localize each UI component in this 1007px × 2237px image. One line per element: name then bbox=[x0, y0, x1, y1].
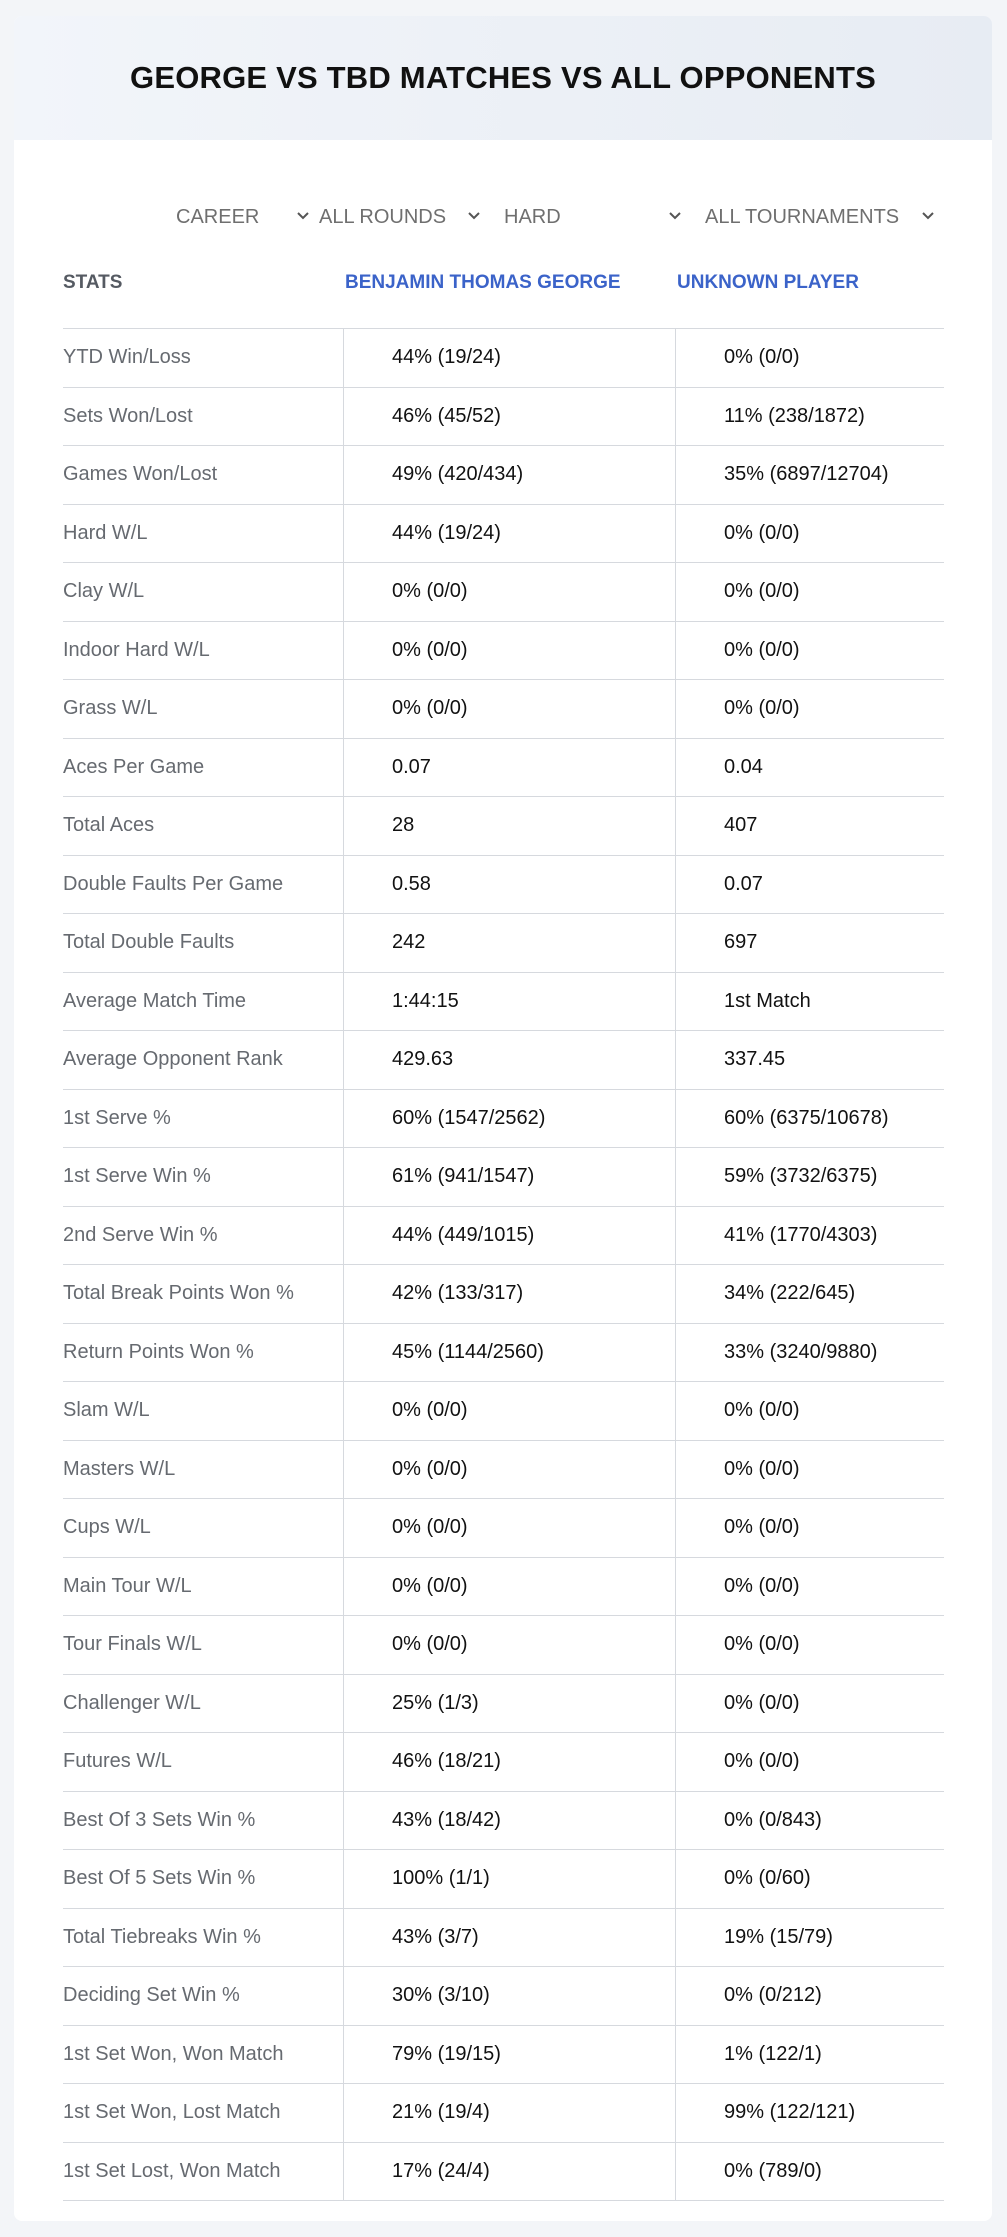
player2-value: 35% (6897/12704) bbox=[675, 446, 944, 504]
player1-value: 242 bbox=[343, 914, 675, 972]
player2-value: 697 bbox=[675, 914, 944, 972]
table-row bbox=[63, 329, 944, 388]
table-row bbox=[63, 1265, 944, 1324]
stat-label: Total Tiebreaks Win % bbox=[63, 1925, 261, 1948]
stat-label: Aces Per Game bbox=[63, 755, 205, 778]
table-row bbox=[63, 505, 944, 564]
table-row bbox=[63, 680, 944, 739]
player2-value: 0% (0/0) bbox=[675, 1733, 944, 1791]
player1-value: 28 bbox=[343, 797, 675, 855]
player1-value: 21% (19/4) bbox=[343, 2084, 675, 2142]
player1-value: 0% (0/0) bbox=[343, 1441, 675, 1499]
stat-label: Average Match Time bbox=[63, 989, 247, 1012]
stat-label: Games Won/Lost bbox=[63, 463, 218, 486]
player1-value: 42% (133/317) bbox=[343, 1265, 675, 1323]
player1-value: 0% (0/0) bbox=[343, 680, 675, 738]
player1-value: 46% (18/21) bbox=[343, 1733, 675, 1791]
stat-label: YTD Win/Loss bbox=[63, 346, 191, 369]
player2-value: 41% (1770/4303) bbox=[675, 1207, 944, 1265]
player2-value: 0% (0/0) bbox=[675, 1382, 944, 1440]
stat-label: 1st Set Won, Lost Match bbox=[63, 2101, 281, 2124]
stat-label: Best Of 3 Sets Win % bbox=[63, 1808, 256, 1831]
table-header bbox=[63, 252, 944, 329]
player2-value: 1st Match bbox=[675, 973, 944, 1031]
player1-value: 46% (45/52) bbox=[343, 388, 675, 446]
player2-value: 59% (3732/6375) bbox=[675, 1148, 944, 1206]
stat-label: 1st Serve % bbox=[63, 1106, 171, 1129]
chevron-down-icon bbox=[919, 207, 937, 225]
table-row bbox=[63, 2084, 944, 2143]
table-row bbox=[63, 1733, 944, 1792]
player2-value: 34% (222/645) bbox=[675, 1265, 944, 1323]
player1-value: 100% (1/1) bbox=[343, 1850, 675, 1908]
page-title: GEORGE VS TBD MATCHES VS ALL OPPONENTS bbox=[130, 60, 876, 95]
stat-label: Best Of 5 Sets Win % bbox=[63, 1867, 256, 1890]
table-row bbox=[63, 622, 944, 681]
player1-value: 44% (19/24) bbox=[343, 505, 675, 563]
player2-value: 99% (122/121) bbox=[675, 2084, 944, 2142]
stat-label: Indoor Hard W/L bbox=[63, 638, 210, 661]
player1-value: 0% (0/0) bbox=[343, 622, 675, 680]
stat-label: Hard W/L bbox=[63, 521, 148, 544]
player2-value: 0% (0/0) bbox=[675, 1675, 944, 1733]
table-row bbox=[63, 1675, 944, 1734]
stat-label: 1st Set Lost, Won Match bbox=[63, 2159, 281, 2182]
player2-value: 19% (15/79) bbox=[675, 1909, 944, 1967]
player1-value: 0% (0/0) bbox=[343, 1616, 675, 1674]
stat-label: 1st Set Won, Won Match bbox=[63, 2042, 284, 2065]
stat-label: Grass W/L bbox=[63, 697, 158, 720]
player1-value: 0% (0/0) bbox=[343, 1558, 675, 1616]
stat-label: 1st Serve Win % bbox=[63, 1165, 211, 1188]
table-row bbox=[63, 1792, 944, 1851]
player1-value: 1:44:15 bbox=[343, 973, 675, 1031]
table-row bbox=[63, 1967, 944, 2026]
player1-value: 0.07 bbox=[343, 739, 675, 797]
player1-value: 43% (18/42) bbox=[343, 1792, 675, 1850]
stat-label: Challenger W/L bbox=[63, 1691, 201, 1714]
round-select[interactable] bbox=[319, 202, 483, 232]
stat-label: Total Break Points Won % bbox=[63, 1282, 294, 1305]
player2-value: 0% (0/212) bbox=[675, 1967, 944, 2025]
table-row bbox=[63, 1324, 944, 1383]
stat-label: Sets Won/Lost bbox=[63, 404, 193, 427]
stat-label: Average Opponent Rank bbox=[63, 1048, 283, 1071]
player1-value: 0% (0/0) bbox=[343, 1499, 675, 1557]
filter-bar bbox=[14, 192, 992, 244]
table-row bbox=[63, 1148, 944, 1207]
table-row bbox=[63, 1499, 944, 1558]
player2-link[interactable]: UNKNOWN PLAYER bbox=[677, 272, 859, 293]
stat-label: Masters W/L bbox=[63, 1457, 176, 1480]
stat-label: Return Points Won % bbox=[63, 1340, 254, 1363]
player2-value: 0% (0/0) bbox=[675, 505, 944, 563]
stat-label: Slam W/L bbox=[63, 1399, 150, 1422]
table-row bbox=[63, 739, 944, 798]
player1-value: 44% (19/24) bbox=[343, 329, 675, 387]
tournament-select-value: ALL TOURNAMENTS bbox=[705, 205, 900, 228]
stat-label: Clay W/L bbox=[63, 580, 145, 603]
stat-label: Total Aces bbox=[63, 814, 155, 837]
player2-value: 0% (0/0) bbox=[675, 622, 944, 680]
period-select[interactable] bbox=[176, 202, 312, 232]
player1-value: 79% (19/15) bbox=[343, 2026, 675, 2084]
player2-value: 337.45 bbox=[675, 1031, 944, 1089]
player2-value: 407 bbox=[675, 797, 944, 855]
chevron-down-icon bbox=[465, 207, 483, 225]
stat-label: Main Tour W/L bbox=[63, 1574, 192, 1597]
player1-value: 45% (1144/2560) bbox=[343, 1324, 675, 1382]
table-row bbox=[63, 1441, 944, 1500]
player1-value: 17% (24/4) bbox=[343, 2143, 675, 2201]
player2-value: 0% (0/0) bbox=[675, 1616, 944, 1674]
surface-select-value: HARD bbox=[504, 205, 561, 228]
table-row bbox=[63, 973, 944, 1032]
table-row bbox=[63, 1558, 944, 1617]
table-row bbox=[63, 1850, 944, 1909]
stat-label: Total Double Faults bbox=[63, 931, 235, 954]
player2-value: 0% (0/0) bbox=[675, 1441, 944, 1499]
period-select-value: CAREER bbox=[176, 205, 260, 228]
stat-label: Tour Finals W/L bbox=[63, 1633, 202, 1656]
table-row bbox=[63, 1207, 944, 1266]
table-row bbox=[63, 1616, 944, 1675]
table-row bbox=[63, 1909, 944, 1968]
stats-column-header: STATS bbox=[63, 272, 123, 293]
table-row bbox=[63, 2026, 944, 2085]
player2-value: 0% (0/0) bbox=[675, 563, 944, 621]
table-row bbox=[63, 446, 944, 505]
surface-select[interactable] bbox=[504, 202, 684, 232]
stat-label: 2nd Serve Win % bbox=[63, 1223, 218, 1246]
stat-label: Futures W/L bbox=[63, 1750, 172, 1773]
player2-value: 0% (0/60) bbox=[675, 1850, 944, 1908]
player2-value: 0% (0/0) bbox=[675, 680, 944, 738]
player1-value: 0% (0/0) bbox=[343, 1382, 675, 1440]
player1-value: 49% (420/434) bbox=[343, 446, 675, 504]
chevron-down-icon bbox=[666, 207, 684, 225]
player2-value: 0% (789/0) bbox=[675, 2143, 944, 2201]
player2-value: 0% (0/843) bbox=[675, 1792, 944, 1850]
player2-value: 33% (3240/9880) bbox=[675, 1324, 944, 1382]
stats-card bbox=[14, 16, 992, 2221]
player2-value: 0% (0/0) bbox=[675, 329, 944, 387]
player1-link[interactable]: BENJAMIN THOMAS GEORGE bbox=[345, 272, 621, 293]
table-row bbox=[63, 563, 944, 622]
player1-value: 0.58 bbox=[343, 856, 675, 914]
table-row bbox=[63, 388, 944, 447]
player1-value: 44% (449/1015) bbox=[343, 1207, 675, 1265]
table-row bbox=[63, 1382, 944, 1441]
player2-value: 0% (0/0) bbox=[675, 1499, 944, 1557]
tournament-select[interactable] bbox=[705, 202, 937, 232]
player2-value: 0.04 bbox=[675, 739, 944, 797]
card-header bbox=[14, 16, 992, 140]
round-select-value: ALL ROUNDS bbox=[319, 205, 447, 228]
player1-value: 61% (941/1547) bbox=[343, 1148, 675, 1206]
player1-value: 30% (3/10) bbox=[343, 1967, 675, 2025]
stats-table bbox=[63, 252, 944, 2201]
chevron-down-icon bbox=[294, 207, 312, 225]
stat-label: Cups W/L bbox=[63, 1516, 151, 1539]
player1-value: 60% (1547/2562) bbox=[343, 1090, 675, 1148]
player1-value: 0% (0/0) bbox=[343, 563, 675, 621]
stat-label: Deciding Set Win % bbox=[63, 1984, 240, 2007]
player2-value: 0.07 bbox=[675, 856, 944, 914]
table-row bbox=[63, 914, 944, 973]
table-row bbox=[63, 1090, 944, 1149]
player2-value: 11% (238/1872) bbox=[675, 388, 944, 446]
table-row bbox=[63, 856, 944, 915]
player2-value: 1% (122/1) bbox=[675, 2026, 944, 2084]
table-row bbox=[63, 1031, 944, 1090]
player2-value: 0% (0/0) bbox=[675, 1558, 944, 1616]
player1-value: 429.63 bbox=[343, 1031, 675, 1089]
player2-value: 60% (6375/10678) bbox=[675, 1090, 944, 1148]
table-body bbox=[63, 329, 944, 2201]
table-row bbox=[63, 2143, 944, 2202]
player1-value: 43% (3/7) bbox=[343, 1909, 675, 1967]
stat-label: Double Faults Per Game bbox=[63, 872, 284, 895]
table-row bbox=[63, 797, 944, 856]
player1-value: 25% (1/3) bbox=[343, 1675, 675, 1733]
